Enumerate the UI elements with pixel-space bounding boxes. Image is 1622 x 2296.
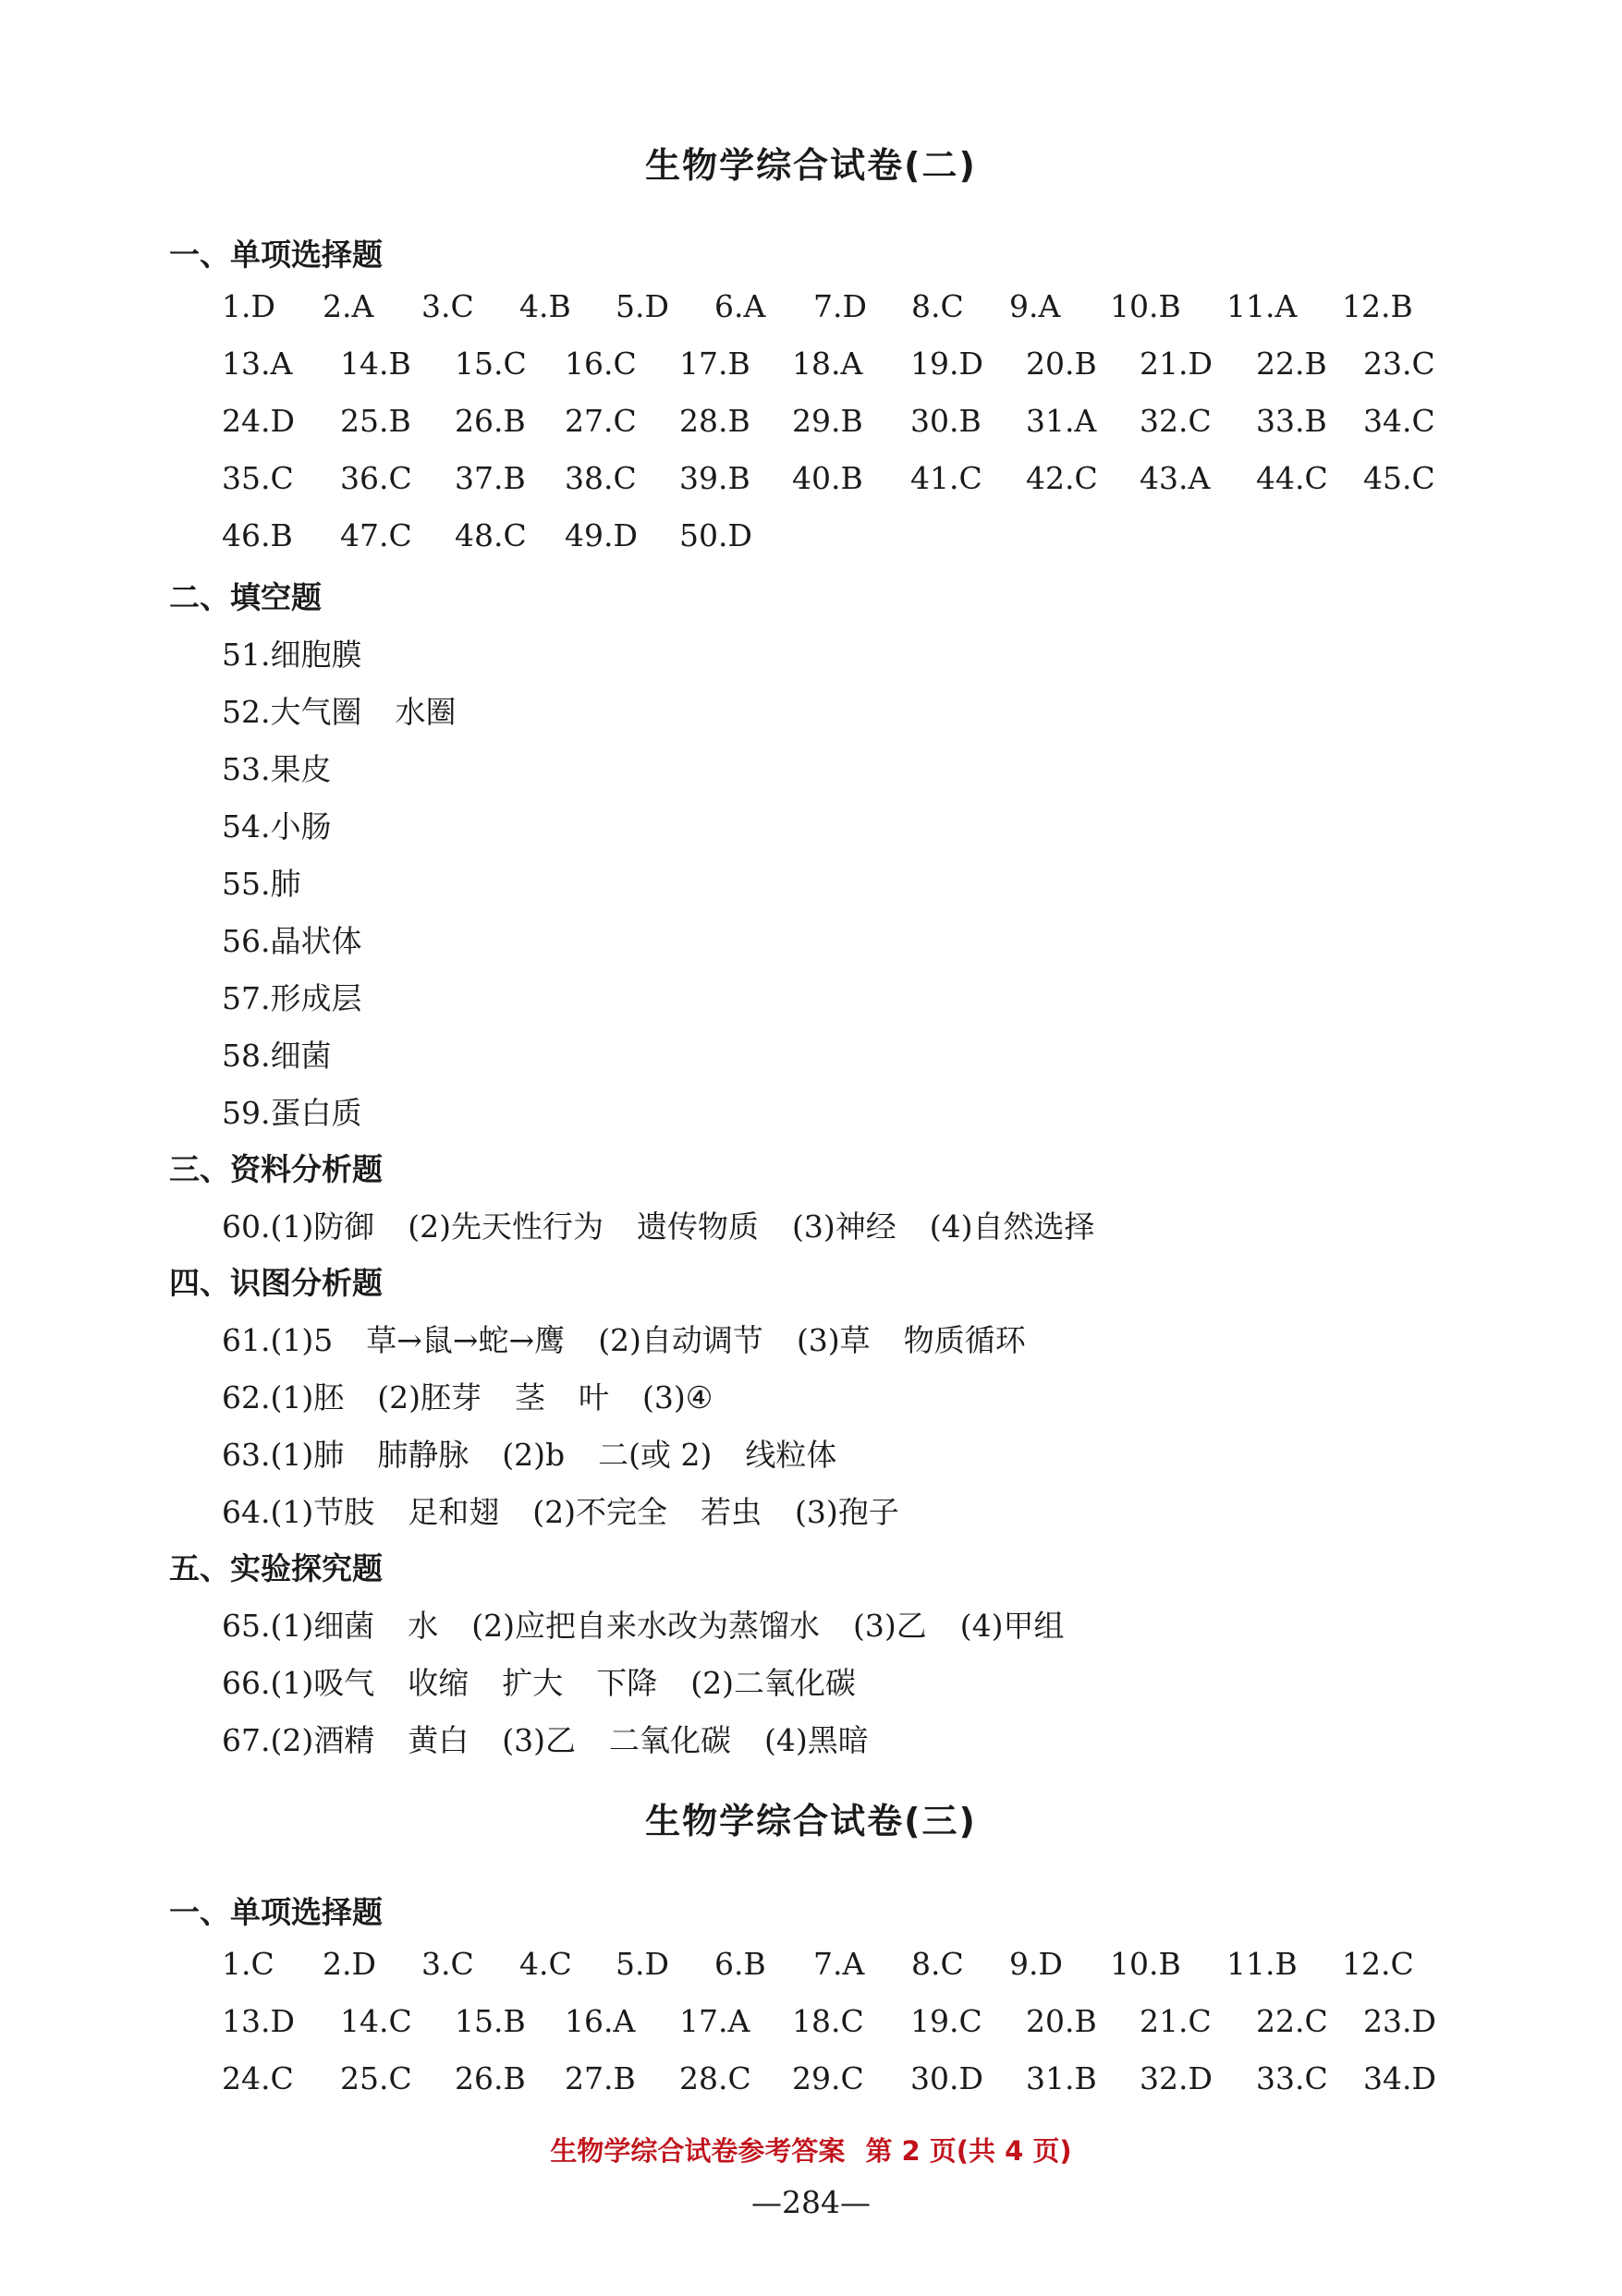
answer-segment: (4)自然选择 xyxy=(929,1209,1095,1245)
mc-answer: 44.C xyxy=(1256,460,1328,496)
answer-segment: (3)草 xyxy=(796,1322,871,1358)
answer-segment: 67.(2)酒精 xyxy=(222,1722,375,1758)
answer-segment: 57.形成层 xyxy=(222,980,362,1016)
paper2-section3-heading: 三、资料分析题 xyxy=(169,1151,383,1187)
answer-row xyxy=(0,288,1622,325)
mc-answer: 14.C xyxy=(340,2003,412,2039)
answer-segment: 52.大气圈 xyxy=(222,694,362,730)
answer-segment: 扩大 xyxy=(502,1665,564,1701)
mc-answer: 28.B xyxy=(679,403,750,439)
mc-answer: 1.C xyxy=(222,1946,274,1982)
data-answer-line xyxy=(222,1203,1128,1246)
graph-answer-line xyxy=(222,1488,933,1532)
answer-segment: 55.肺 xyxy=(222,866,301,902)
mc-answer: 16.A xyxy=(565,2003,636,2039)
mc-answer: 17.B xyxy=(679,346,750,382)
mc-answer: 35.C xyxy=(222,460,294,496)
page-footer xyxy=(0,2131,1622,2168)
page-number: —284— xyxy=(751,2184,871,2220)
mc-answer: 19.C xyxy=(910,2003,982,2039)
mc-answer: 31.A xyxy=(1026,403,1097,439)
mc-answer: 12.C xyxy=(1342,1946,1414,1982)
mc-answer: 26.B xyxy=(455,2060,526,2096)
mc-answer: 8.C xyxy=(911,288,964,324)
mc-answer: 24.C xyxy=(222,2060,294,2096)
mc-answer: 20.B xyxy=(1026,2003,1097,2039)
mc-answer: 2.A xyxy=(323,288,374,324)
graph-answer-line xyxy=(222,1431,870,1475)
mc-answer: 14.B xyxy=(340,346,411,382)
experiment-answer-line xyxy=(222,1717,902,1760)
mc-answer: 25.C xyxy=(340,2060,412,2096)
answer-segment: 足和翅 xyxy=(408,1494,500,1530)
answer-segment: (3)孢子 xyxy=(794,1494,899,1530)
answer-segment: 63.(1)肺 xyxy=(222,1437,345,1473)
graph-answer-line xyxy=(222,1317,1059,1360)
answer-segment: (2)不完全 xyxy=(532,1494,667,1530)
answer-row xyxy=(0,2060,1622,2097)
experiment-answer-line xyxy=(222,1659,889,1703)
mc-answer: 9.D xyxy=(1009,1946,1063,1982)
mc-answer: 27.B xyxy=(565,2060,636,2096)
mc-answer: 20.B xyxy=(1026,346,1097,382)
mc-answer: 15.B xyxy=(455,2003,526,2039)
mc-answer: 49.D xyxy=(565,517,638,553)
answer-segment: 二(或 2) xyxy=(598,1437,713,1473)
answer-segment: (3)乙 xyxy=(502,1722,576,1758)
answer-segment: 物质循环 xyxy=(903,1322,1026,1358)
answer-row xyxy=(0,403,1622,440)
fill-answer-line xyxy=(222,975,395,1018)
fill-answer-line xyxy=(222,1089,395,1133)
mc-answer: 21.D xyxy=(1140,346,1213,382)
mc-answer: 3.C xyxy=(421,1946,474,1982)
mc-answer: 11.B xyxy=(1226,1946,1298,1982)
mc-answer: 33.B xyxy=(1256,403,1327,439)
answer-segment: 二氧化碳 xyxy=(608,1722,731,1758)
paper2-title: 生物学综合试卷(二) xyxy=(645,145,977,186)
mc-answer: 2.D xyxy=(323,1946,376,1982)
mc-answer: 34.C xyxy=(1363,403,1435,439)
mc-answer: 4.C xyxy=(519,1946,572,1982)
mc-answer: 29.B xyxy=(792,403,863,439)
mc-answer: 32.D xyxy=(1140,2060,1213,2096)
answer-segment: 下降 xyxy=(596,1665,658,1701)
mc-answer: 42.C xyxy=(1026,460,1098,496)
mc-answer: 45.C xyxy=(1363,460,1435,496)
paper3-title: 生物学综合试卷(三) xyxy=(645,1801,977,1841)
mc-answer: 17.A xyxy=(679,2003,750,2039)
mc-answer: 30.D xyxy=(910,2060,983,2096)
answer-segment: (3)乙 xyxy=(852,1608,927,1644)
answer-row xyxy=(0,517,1622,554)
paper2-section5-heading: 五、实验探究题 xyxy=(169,1550,383,1586)
answer-segment: 64.(1)节肢 xyxy=(222,1494,375,1530)
answer-segment: 54.小肠 xyxy=(222,808,332,844)
footer-doc-title: 生物学综合试卷参考答案 xyxy=(550,2135,846,2167)
mc-answer: 9.A xyxy=(1009,288,1061,324)
answer-segment: 黄白 xyxy=(408,1722,470,1758)
mc-answer: 1.D xyxy=(222,288,275,324)
answer-segment: 60.(1)防御 xyxy=(222,1209,375,1245)
answer-segment: (2)自动调节 xyxy=(598,1322,763,1358)
fill-answer-line xyxy=(222,746,364,789)
mc-answer: 15.C xyxy=(455,346,527,382)
answer-segment: (4)黑暗 xyxy=(763,1722,869,1758)
mc-answer: 10.B xyxy=(1110,288,1181,324)
fill-answer-line xyxy=(222,803,364,846)
answer-segment: (3)神经 xyxy=(791,1209,896,1245)
paper2-section4-heading: 四、识图分析题 xyxy=(169,1265,383,1301)
mc-answer: 26.B xyxy=(455,403,526,439)
answer-segment: 59.蛋白质 xyxy=(222,1095,362,1131)
answer-segment: 水圈 xyxy=(395,694,457,730)
mc-answer: 38.C xyxy=(565,460,637,496)
answer-segment: 叶 xyxy=(578,1379,609,1415)
mc-answer: 12.B xyxy=(1342,288,1413,324)
mc-answer: 28.C xyxy=(679,2060,751,2096)
mc-answer: 24.D xyxy=(222,403,295,439)
answer-segment: (4)甲组 xyxy=(959,1608,1065,1644)
fill-answer-line xyxy=(222,917,395,961)
answer-row xyxy=(0,460,1622,497)
mc-answer: 29.C xyxy=(792,2060,864,2096)
mc-answer: 23.D xyxy=(1363,2003,1436,2039)
mc-answer: 11.A xyxy=(1226,288,1298,324)
mc-answer: 5.D xyxy=(616,1946,669,1982)
mc-answer: 21.C xyxy=(1140,2003,1212,2039)
answer-segment: 线粒体 xyxy=(745,1437,837,1473)
mc-answer: 43.A xyxy=(1140,460,1211,496)
answer-segment: 茎 xyxy=(514,1379,545,1415)
mc-answer: 32.C xyxy=(1140,403,1212,439)
mc-answer: 13.A xyxy=(222,346,293,382)
paper2-section2-heading: 二、填空题 xyxy=(169,579,322,615)
mc-answer: 5.D xyxy=(616,288,669,324)
mc-answer: 46.B xyxy=(222,517,293,553)
mc-answer: 25.B xyxy=(340,403,411,439)
paper2-section1-heading: 一、单项选择题 xyxy=(169,237,383,273)
mc-answer: 23.C xyxy=(1363,346,1435,382)
answer-segment: 肺静脉 xyxy=(377,1437,470,1473)
mc-answer: 19.D xyxy=(910,346,983,382)
mc-answer: 8.C xyxy=(911,1946,964,1982)
mc-answer: 13.D xyxy=(222,2003,295,2039)
mc-answer: 34.D xyxy=(1363,2060,1436,2096)
paper3-section1-heading: 一、单项选择题 xyxy=(169,1894,383,1930)
mc-answer: 36.C xyxy=(340,460,412,496)
experiment-answer-line xyxy=(222,1602,1097,1646)
answer-segment: 收缩 xyxy=(408,1665,470,1701)
answer-row xyxy=(0,346,1622,383)
mc-answer: 31.B xyxy=(1026,2060,1097,2096)
mc-answer: 47.C xyxy=(340,517,412,553)
mc-answer: 18.C xyxy=(792,2003,864,2039)
answer-row xyxy=(0,1946,1622,1983)
answer-segment: 水 xyxy=(408,1608,439,1644)
answer-segment: 62.(1)胚 xyxy=(222,1379,345,1415)
mc-answer: 33.C xyxy=(1256,2060,1328,2096)
answer-segment: 61.(1)5 xyxy=(222,1322,334,1358)
mc-answer: 6.A xyxy=(714,288,766,324)
mc-answer: 22.C xyxy=(1256,2003,1328,2039)
mc-answer: 27.C xyxy=(565,403,637,439)
answer-segment: (2)b xyxy=(502,1437,566,1473)
mc-answer: 40.B xyxy=(792,460,863,496)
mc-answer: 39.B xyxy=(679,460,750,496)
fill-answer-line xyxy=(222,631,395,674)
graph-answer-line xyxy=(222,1374,746,1417)
answer-segment: 若虫 xyxy=(700,1494,762,1530)
mc-answer: 30.B xyxy=(910,403,982,439)
mc-answer: 18.A xyxy=(792,346,863,382)
mc-answer: 41.C xyxy=(910,460,982,496)
mc-answer: 22.B xyxy=(1256,346,1327,382)
answer-segment: 51.细胞膜 xyxy=(222,637,362,673)
mc-answer: 7.A xyxy=(813,1946,865,1982)
mc-answer: 16.C xyxy=(565,346,637,382)
answer-segment: 53.果皮 xyxy=(222,751,332,787)
answer-segment: 草→鼠→蛇→鹰 xyxy=(366,1322,566,1358)
footer-page-info: 第 2 页(共 4 页) xyxy=(865,2135,1072,2167)
fill-answer-line xyxy=(222,860,334,904)
answer-segment: (2)先天性行为 xyxy=(408,1209,604,1245)
mc-answer: 37.B xyxy=(455,460,526,496)
answer-row xyxy=(0,2003,1622,2040)
mc-answer: 10.B xyxy=(1110,1946,1181,1982)
mc-answer: 3.C xyxy=(421,288,474,324)
answer-segment: (2)二氧化碳 xyxy=(690,1665,856,1701)
mc-answer: 4.B xyxy=(519,288,571,324)
answer-segment: 56.晶状体 xyxy=(222,923,362,959)
mc-answer: 50.D xyxy=(679,517,752,553)
fill-answer-line xyxy=(222,1032,364,1075)
answer-segment: 65.(1)细菌 xyxy=(222,1608,375,1644)
answer-segment: 58.细菌 xyxy=(222,1038,332,1074)
answer-segment: (2)胚芽 xyxy=(377,1379,482,1415)
mc-answer: 48.C xyxy=(455,517,527,553)
mc-answer: 7.D xyxy=(813,288,867,324)
answer-segment: (3)④ xyxy=(641,1379,713,1415)
mc-answer: 6.B xyxy=(714,1946,766,1982)
answer-segment: 66.(1)吸气 xyxy=(222,1665,375,1701)
fill-answer-line xyxy=(222,688,489,732)
answer-segment: (2)应把自来水改为蒸馏水 xyxy=(471,1608,820,1644)
answer-segment: 遗传物质 xyxy=(636,1209,759,1245)
